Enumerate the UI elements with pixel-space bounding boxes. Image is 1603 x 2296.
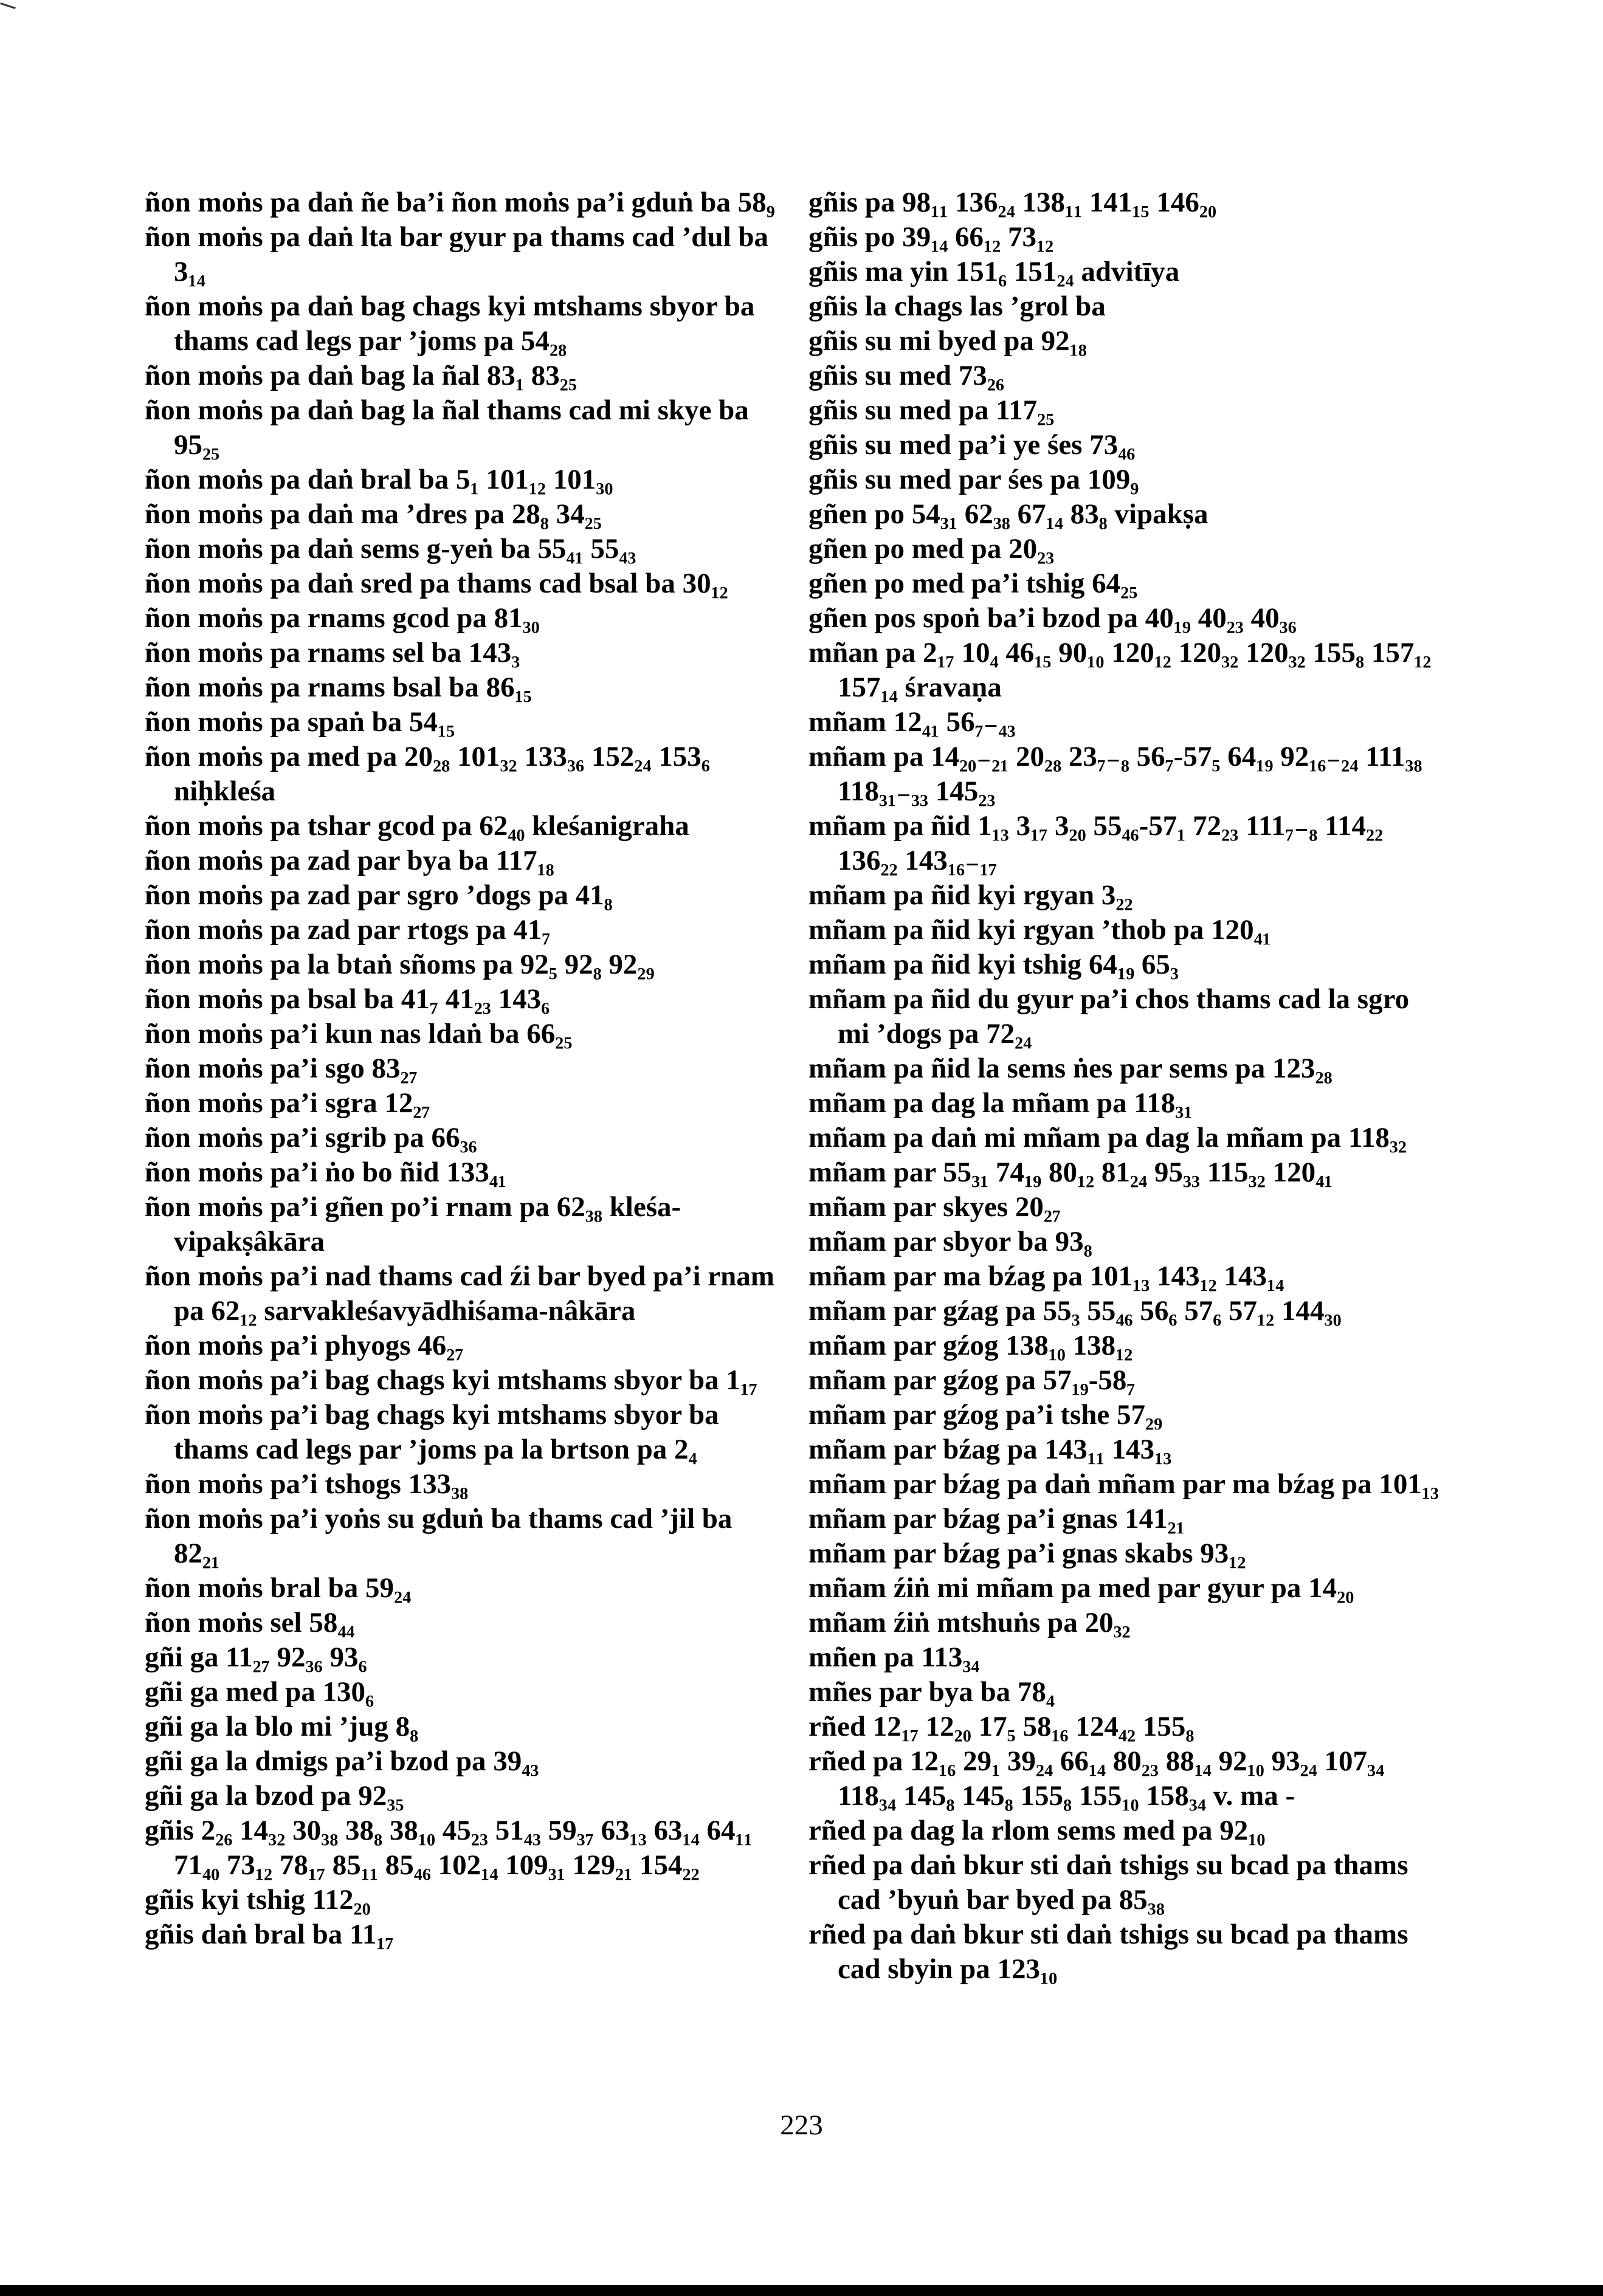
index-entry: gñis daṅ bral ba 11₁₇ <box>145 1919 394 1950</box>
index-entry: mñen pa 113₃₄ <box>808 1641 980 1673</box>
index-entry: mñam par bźag pa’i gnas skabs 93₁₂ <box>808 1538 1246 1569</box>
index-entry: gñi ga la bzod pa 92₃₅ <box>145 1780 404 1812</box>
index-entry: gñen po 54₃₁ 62₃₈ 67₁₄ 83₈ vipakṣa <box>808 498 1208 530</box>
index-entry: gñis kyi tshig 112₂₀ <box>145 1884 371 1916</box>
index-entry: mñam par skyes 20₂₇ <box>808 1191 1061 1223</box>
index-entry: gñi ga med pa 130₆ <box>145 1676 374 1708</box>
index-entry: gñis ma yin 151₆ 151₂₄ advitīya <box>808 256 1180 287</box>
index-column-right <box>808 185 1441 1987</box>
index-entry: ñon moṅs pa’i sgra 12₂₇ <box>145 1087 430 1119</box>
index-entry: mñam par gźag pa 55₃ 55₄₆ 56₆ 57₆ 57₁₂ 144₃₀ <box>808 1295 1342 1327</box>
index-entry: rñed pa 12₁₆ 29₁ 39₂₄ 66₁₄ 80₂₃ 88₁₄ 92₁₀ 93₂₄ 107₃₄ 118₃₄ 145₈ 145₈ 155₈ 155₁₀ 158₃₄ v. ma - <box>808 1745 1385 1812</box>
index-entry: mñam pa ñid kyi rgyan 3₂₂ <box>808 879 1133 911</box>
index-entry: gñis po 39₁₄ 66₁₂ 73₁₂ <box>808 221 1054 253</box>
index-entry: ñon moṅs pa la btaṅ sñoms pa 92₅ 92₈ 92₂₉ <box>145 949 655 980</box>
index-entry: gñis su mi byed pa 92₁₈ <box>808 325 1087 357</box>
index-entry: gñis pa 98₁₁ 136₂₄ 138₁₁ 141₁₅ 146₂₀ <box>808 187 1217 218</box>
index-entry: mñam pa ñid du gyur pa’i chos thams cad la sgro mi ’dogs pa 72₂₄ <box>808 983 1410 1050</box>
index-entry: mñam pa ñid kyi rgyan ’thob pa 120₄₁ <box>808 914 1271 946</box>
index-entry: gñis su med par śes pa 109₉ <box>808 464 1139 495</box>
index-entry: ñon moṅs pa zad par rtogs pa 41₇ <box>145 914 551 946</box>
page-number: 223 <box>780 2109 823 2141</box>
index-entry: mñan pa 2₁₇ 10₄ 46₁₅ 90₁₀ 120₁₂ 120₃₂ 120₃₂ 155₈ 157₁₂ 157₁₄ śravaṇa <box>808 637 1432 703</box>
index-entry: mñam par 55₃₁ 74₁₉ 80₁₂ 81₂₄ 95₃₃ 115₃₂ 120₄₁ <box>808 1157 1333 1188</box>
index-entry: ñon moṅs pa’i bag chags kyi mtshams sbyor ba thams cad legs par ’joms pa la brtson pa 2₄ <box>145 1399 719 1465</box>
index-entry: ñon moṅs pa’i sgo 83₂₇ <box>145 1053 418 1084</box>
index-entry: ñon moṅs pa daṅ bral ba 5₁ 101₁₂ 101₃₀ <box>145 464 613 495</box>
index-entry: ñon moṅs pa bsal ba 41₇ 41₂₃ 143₆ <box>145 983 550 1015</box>
index-entry: ñon moṅs pa tshar gcod pa 62₄₀ kleśanigraha <box>145 810 689 842</box>
index-entry: mñam par sbyor ba 93₈ <box>808 1226 1092 1257</box>
index-entry: gñen pos spoṅ ba’i bzod pa 40₁₉ 40₂₃ 40₃₆ <box>808 602 1297 634</box>
index-entry: ñon moṅs pa daṅ bag chags kyi mtshams sbyor ba thams cad legs par ’joms pa 54₂₈ <box>145 290 755 357</box>
index-entry: mñam pa dag la mñam pa 118₃₁ <box>808 1087 1193 1119</box>
index-entry: ñon moṅs pa zad par sgro ’dogs pa 41₈ <box>145 879 613 911</box>
index-entry: gñis su med 73₂₆ <box>808 360 1005 391</box>
index-entry: mñam par ma bźag pa 101₁₃ 143₁₂ 143₁₄ <box>808 1260 1284 1292</box>
index-entry: mñam par gźog pa 57₁₉-58₇ <box>808 1364 1136 1396</box>
index-entry: gñi ga la blo mi ’jug 8₈ <box>145 1711 419 1742</box>
index-entry: gñis la chags las ’grol ba <box>808 290 1106 322</box>
index-entry: mñam pa ñid kyi tshig 64₁₉ 65₃ <box>808 949 1179 980</box>
index-entry: ñon moṅs pa daṅ sems g-yeṅ ba 55₄₁ 55₄₃ <box>145 533 636 565</box>
bottom-border <box>0 2285 1603 2296</box>
index-entry: ñon moṅs pa zad par bya ba 117₁₈ <box>145 845 554 876</box>
index-entry: ñon moṅs pa rnams bsal ba 86₁₅ <box>145 672 532 703</box>
index-entry: ñon moṅs pa’i bag chags kyi mtshams sbyor ba 1₁₇ <box>145 1364 758 1396</box>
index-entry: rñed pa daṅ bkur sti daṅ tshigs su bcad pa thams cad ’byuṅ bar byed pa 85₃₈ <box>808 1849 1408 1916</box>
index-entry: mñam pa 14₂₀₋₂₁ 20₂₈ 23₇₋₈ 56₇-57₅ 64₁₉ 92₁₆₋₂₄ 111₃₈ 118₃₁₋₃₃ 145₂₃ <box>808 741 1422 807</box>
index-entry: rñed pa dag la rlom sems med pa 92₁₀ <box>808 1815 1266 1846</box>
index-entry: mñam par gźog 138₁₀ 138₁₂ <box>808 1330 1133 1361</box>
index-entry: mñam pa daṅ mi mñam pa dag la mñam pa 118₃₂ <box>808 1122 1407 1153</box>
index-entry: ñon moṅs pa daṅ sred pa thams cad bsal ba 30₁₂ <box>145 568 728 599</box>
index-entry: ñon moṅs pa daṅ lta bar gyur pa thams cad ’dul ba 3₁₄ <box>145 221 769 287</box>
index-entry: ñon moṅs pa’i tshogs 133₃₈ <box>145 1468 469 1500</box>
index-entry: ñon moṅs pa’i phyogs 46₂₇ <box>145 1330 464 1361</box>
index-entry: ñon moṅs bral ba 59₂₄ <box>145 1572 412 1604</box>
index-entry: mñam źiṅ mi mñam pa med par gyur pa 14₂₀ <box>808 1572 1354 1604</box>
index-entry: ñon moṅs pa’i gñen po’i rnam pa 62₃₈ kleśa-vipakṣâkāra <box>145 1191 681 1257</box>
index-entry: ñon moṅs pa med pa 20₂₈ 101₃₂ 133₃₆ 152₂₄ 153₆ niḥkleśa <box>145 741 710 807</box>
index-entry: mñam pa ñid 1₁₃ 3₁₇ 3₂₀ 55₄₆-57₁ 72₂₃ 111₇₋₈ 114₂₂ 136₂₂ 143₁₆₋₁₇ <box>808 810 1384 876</box>
index-entry: ñon moṅs pa daṅ ñe ba’i ñon moṅs pa’i gduṅ ba 58₉ <box>145 187 775 218</box>
index-entry: gñi ga 11₂₇ 92₃₆ 93₆ <box>145 1641 367 1673</box>
index-entry: gñen po med pa 20₂₃ <box>808 533 1055 565</box>
index-entry: ñon moṅs pa’i sgrib pa 66₃₆ <box>145 1122 477 1153</box>
index-entry: ñon moṅs pa’i yoṅs su gduṅ ba thams cad ’jil ba 82₂₁ <box>145 1503 733 1569</box>
index-entry: mñam 12₄₁ 56₇₋₄₃ <box>808 706 1016 738</box>
index-entry: gñen po med pa’i tshig 64₂₅ <box>808 568 1138 599</box>
scan-corner-mark <box>0 2 16 9</box>
index-column-left <box>145 185 777 1952</box>
index-entry: mñes par bya ba 78₄ <box>808 1676 1055 1708</box>
index-entry: ñon moṅs pa daṅ bag la ñal 83₁ 83₂₅ <box>145 360 577 391</box>
index-entry: gñi ga la dmigs pa’i bzod pa 39₄₃ <box>145 1745 539 1777</box>
index-entry: ñon moṅs pa daṅ bag la ñal thams cad mi skye ba 95₂₅ <box>145 394 749 461</box>
index-entry: mñam par bźag pa daṅ mñam par ma bźag pa 101₁₃ <box>808 1468 1439 1500</box>
index-entry: gñis su med pa 117₂₅ <box>808 394 1055 426</box>
index-entry: mñam par bźag pa 143₁₁ 143₁₃ <box>808 1434 1172 1465</box>
index-entry: gñis 2₂₆ 14₃₂ 30₃₈ 38₈ 38₁₀ 45₂₃ 51₄₃ 59₃₇ 63₁₃ 63₁₄ 64₁₁ 71₄₀ 73₁₂ 78₁₇ 85₁₁ 85₄₆ 102₁₄ 109₃₁ 129₂₁ 154₂₂ <box>145 1815 753 1881</box>
index-entry: rñed 12₁₇ 12₂₀ 17₅ 58₁₆ 124₄₂ 155₈ <box>808 1711 1194 1742</box>
index-entry: mñam par bźag pa’i gnas 141₂₁ <box>808 1503 1185 1535</box>
index-entry: ñon moṅs pa daṅ ma ’dres pa 28₈ 34₂₅ <box>145 498 602 530</box>
index-entry: ñon moṅs pa’i kun nas ldaṅ ba 66₂₅ <box>145 1018 573 1050</box>
index-entry: ñon moṅs pa’i ṅo bo ñid 133₄₁ <box>145 1157 507 1188</box>
index-entry: ñon moṅs pa rnams gcod pa 81₃₀ <box>145 602 540 634</box>
index-entry: ñon moṅs pa’i nad thams cad źi bar byed pa’i rnam pa 62₁₂ sarvakleśavyādhiśama-nâkāra <box>145 1260 774 1327</box>
index-entry: mñam pa ñid la sems ṅes par sems pa 123₂₈ <box>808 1053 1332 1084</box>
index-entry: rñed pa daṅ bkur sti daṅ tshigs su bcad pa thams cad sbyin pa 123₁₀ <box>808 1919 1408 1985</box>
index-entry: gñis su med pa’i ye śes 73₄₆ <box>808 429 1136 461</box>
index-entry: ñon moṅs pa spaṅ ba 54₁₅ <box>145 706 455 738</box>
index-entry: ñon moṅs sel 58₄₄ <box>145 1607 355 1638</box>
index-entry: ñon moṅs pa rnams sel ba 143₃ <box>145 637 520 669</box>
index-entry: mñam źiṅ mtshuṅs pa 20₃₂ <box>808 1607 1131 1638</box>
index-entry: mñam par gźog pa’i tshe 57₂₉ <box>808 1399 1163 1431</box>
